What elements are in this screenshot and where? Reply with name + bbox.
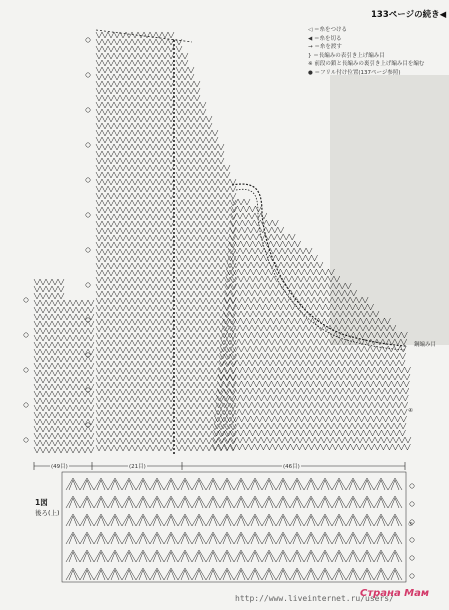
row-number-marker xyxy=(24,438,28,442)
shell-row xyxy=(66,496,402,508)
shell-row xyxy=(66,514,402,526)
row-number-marker xyxy=(24,333,28,337)
symbol-legend xyxy=(308,26,424,77)
brand-logo: Страна Мам xyxy=(360,588,430,599)
row-number-marker xyxy=(86,248,90,252)
row-number-marker xyxy=(86,143,90,147)
stitch-count-left: (49目) xyxy=(51,464,68,470)
row-number-marker xyxy=(24,368,28,372)
watermark-url: http://www.liveinternet.ru/users/ xyxy=(235,594,394,603)
stitch-rows-left-side xyxy=(34,279,94,453)
legend-item: ◁ ＝糸をつける xyxy=(308,27,347,33)
row-number-marker xyxy=(24,298,28,302)
row-number-marker xyxy=(410,502,414,506)
row-number-marker xyxy=(86,38,90,42)
row-number-marker xyxy=(86,213,90,217)
figure-subtitle: 後ろ(上) xyxy=(35,509,60,517)
row-number-marker xyxy=(86,108,90,112)
row-number-marker xyxy=(24,403,28,407)
shell-row xyxy=(66,532,402,544)
row-number-marker xyxy=(86,283,90,287)
shell-row xyxy=(66,550,402,562)
side-label: ④ xyxy=(408,408,413,414)
legend-item: ◀ ＝糸を切る xyxy=(308,35,342,42)
row-number-marker xyxy=(410,556,414,560)
row-number-marker xyxy=(410,574,414,578)
legend-item: ※ 前段の鎖と長編みの裏引き上げ編み目を編む xyxy=(308,61,425,67)
legend-item: } ＝長編みの表引き上げ編み目 xyxy=(308,52,385,59)
shell-row xyxy=(66,568,402,580)
shell-row xyxy=(66,478,402,490)
row-number-marker xyxy=(86,178,90,182)
stitch-rows-right-panel xyxy=(212,199,411,450)
stitch-rows-left-panel xyxy=(96,32,174,451)
edging-line xyxy=(232,184,406,346)
stitch-count-right: (46目) xyxy=(283,464,300,470)
side-label: ⑤ xyxy=(408,522,413,528)
page-reference: 133ページの続き◀ xyxy=(371,10,447,20)
stitch-rows-armhole xyxy=(176,39,236,451)
figure-title: 1図 xyxy=(35,498,48,507)
legend-item: ● ＝フリル付け位置(137ページ参照) xyxy=(308,69,401,76)
stitch-count-center: (21目) xyxy=(129,464,146,470)
lower-band-frame xyxy=(62,472,406,582)
row-number-marker xyxy=(410,484,414,488)
row-number-marker xyxy=(86,73,90,77)
side-label: 鋼編み目 xyxy=(414,342,437,348)
legend-item: → ＝糸を渡す xyxy=(308,44,342,50)
row-number-marker xyxy=(410,538,414,542)
neck-line xyxy=(96,30,192,42)
edging-line-inner xyxy=(236,189,406,350)
